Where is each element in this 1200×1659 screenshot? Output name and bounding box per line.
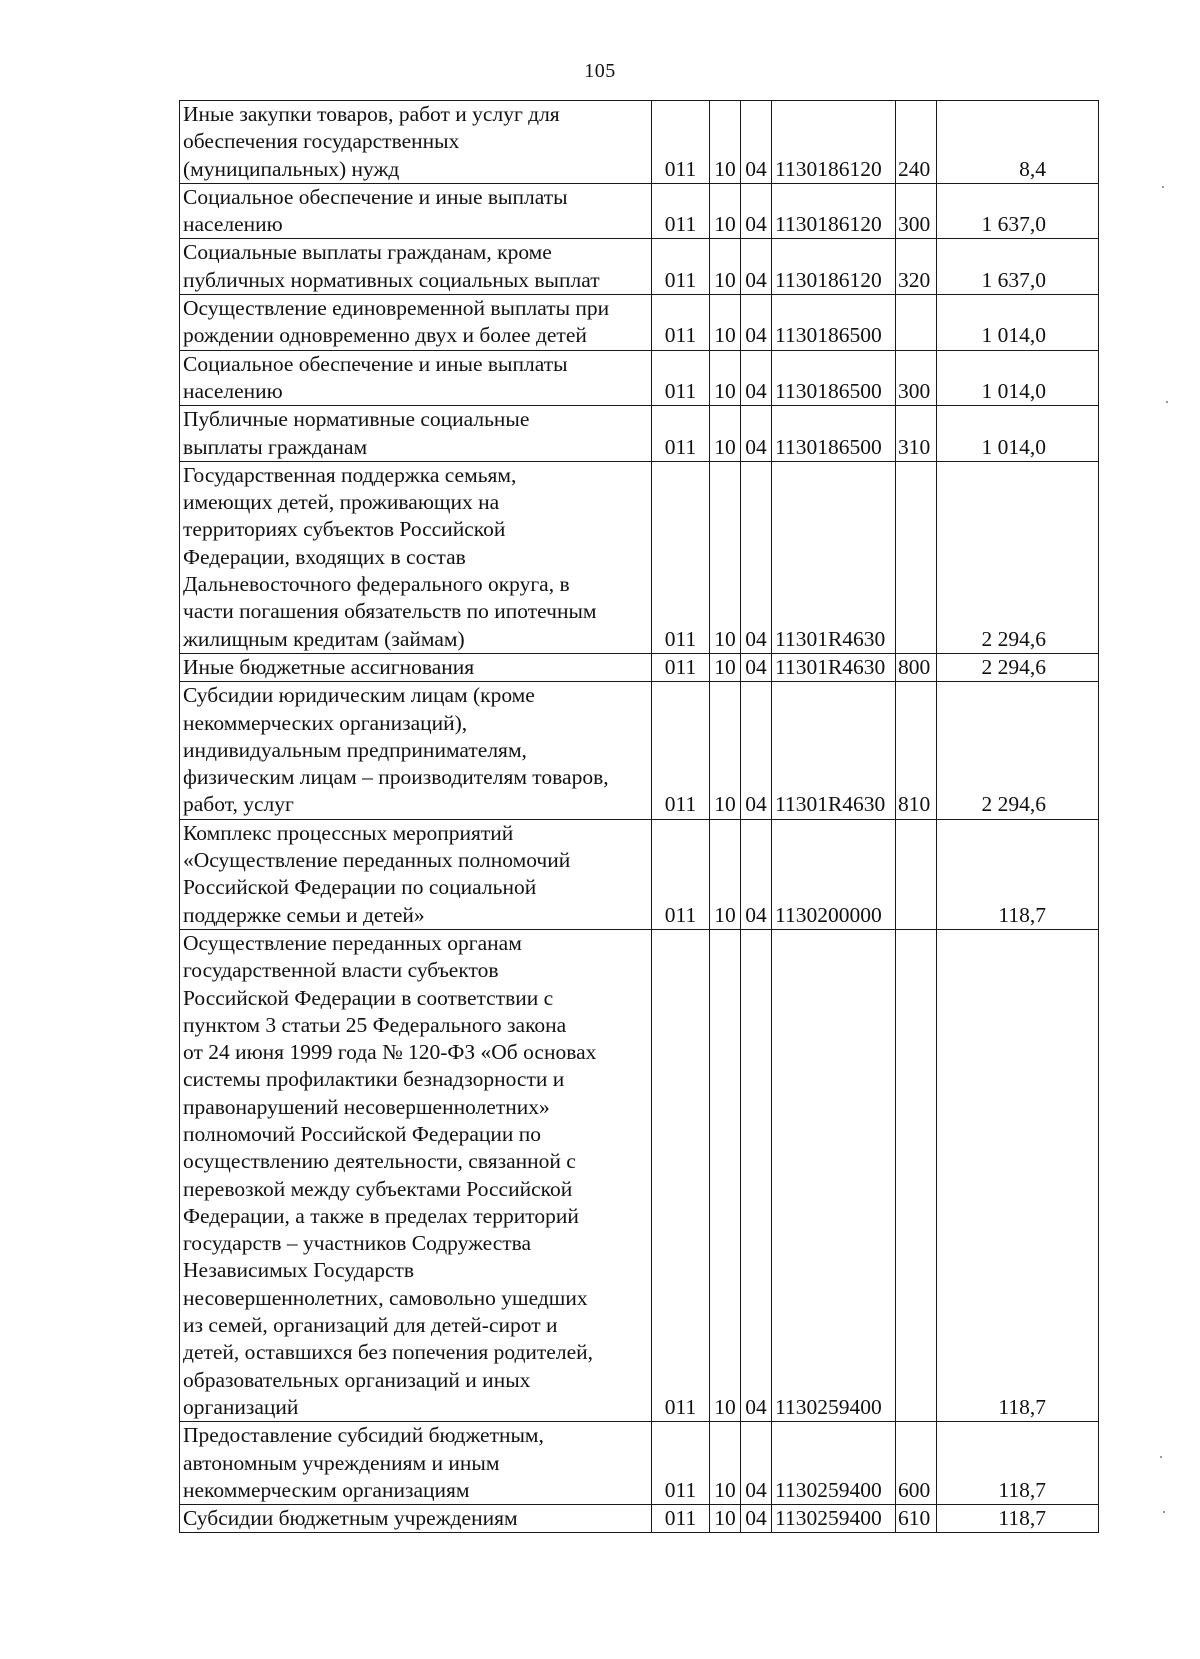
cell-subsection: 04 [741,929,772,1421]
cell-name: Осуществление единовременной выплаты при рождении одновременно двух и более детей [180,295,652,351]
page-number: 105 [584,60,616,82]
cell-subsection: 04 [741,239,772,295]
cell-ministry-code: 011 [652,682,710,819]
cell-name: Социальное обеспечение и иные выплаты населению [180,183,652,239]
cell-expense-type [896,819,937,929]
cell-target-item: 1130186500 [772,295,896,351]
cell-subsection: 04 [741,183,772,239]
cell-amount: 2 294,6 [937,653,1099,681]
budget-table [179,100,1099,1533]
cell-subsection: 04 [741,1422,772,1505]
cell-subsection: 04 [741,682,772,819]
cell-target-item: 1130200000 [772,819,896,929]
cell-section: 10 [710,461,741,653]
cell-expense-type [896,461,937,653]
cell-section: 10 [710,101,741,184]
table-row [180,819,1099,929]
cell-name: Публичные нормативные социальные выплаты гражданам [180,406,652,462]
cell-subsection: 04 [741,461,772,653]
cell-ministry-code: 011 [652,101,710,184]
cell-amount: 1 637,0 [937,183,1099,239]
cell-target-item: 1130186120 [772,239,896,295]
cell-target-item: 11301R4630 [772,682,896,819]
cell-ministry-code: 011 [652,406,710,462]
cell-amount: 1 014,0 [937,406,1099,462]
cell-target-item: 11301R4630 [772,653,896,681]
table-row [180,1422,1099,1505]
table-row [180,1505,1099,1533]
cell-name: Субсидии бюджетным учреждениям [180,1505,652,1533]
cell-section: 10 [710,239,741,295]
cell-ministry-code: 011 [652,929,710,1421]
cell-target-item: 1130186120 [772,183,896,239]
cell-section: 10 [710,350,741,406]
table-row [180,101,1099,184]
table-row [180,653,1099,681]
table-row [180,295,1099,351]
cell-name: Государственная поддержка семьям, имеющих детей, проживающих на территориях субъектов Российской Федерации, входящих в состав Дальневосточного федерального округа, в части погашения обязательств по ипотечным жилищным кредитам (займам) [180,461,652,653]
cell-subsection: 04 [741,406,772,462]
cell-name: Иные бюджетные ассигнования [180,653,652,681]
cell-ministry-code: 011 [652,819,710,929]
cell-expense-type: 810 [896,682,937,819]
cell-expense-type [896,295,937,351]
cell-ministry-code: 011 [652,350,710,406]
cell-subsection: 04 [741,653,772,681]
cell-name: Иные закупки товаров, работ и услуг для обеспечения государственных (муниципальных) нужд [180,101,652,184]
cell-section: 10 [710,1422,741,1505]
cell-target-item: 11301R4630 [772,461,896,653]
scan-speck [1166,401,1168,403]
scan-speck [1163,1511,1165,1513]
cell-subsection: 04 [741,295,772,351]
cell-section: 10 [710,183,741,239]
cell-amount: 2 294,6 [937,461,1099,653]
table-row [180,239,1099,295]
cell-name: Предоставление субсидий бюджетным, автономным учреждениям и иным некоммерческим организациям [180,1422,652,1505]
table-body [180,101,1099,1533]
table-row [180,682,1099,819]
cell-target-item: 1130259400 [772,1422,896,1505]
cell-amount: 118,7 [937,819,1099,929]
cell-subsection: 04 [741,1505,772,1533]
cell-section: 10 [710,929,741,1421]
cell-target-item: 1130186500 [772,350,896,406]
table-row [180,350,1099,406]
cell-amount: 118,7 [937,1422,1099,1505]
scan-speck [1160,1456,1162,1458]
table-row [180,406,1099,462]
cell-amount: 8,4 [937,101,1099,184]
cell-amount: 1 014,0 [937,350,1099,406]
cell-subsection: 04 [741,819,772,929]
cell-expense-type: 310 [896,406,937,462]
cell-section: 10 [710,1505,741,1533]
cell-ministry-code: 011 [652,295,710,351]
cell-target-item: 1130259400 [772,1505,896,1533]
cell-ministry-code: 011 [652,239,710,295]
cell-section: 10 [710,653,741,681]
cell-expense-type: 240 [896,101,937,184]
cell-name: Осуществление переданных органам государственной власти субъектов Российской Федерации в соответствии с пунктом 3 статьи 25 Федерального закона от 24 июня 1999 года № 120-ФЗ «Об основах системы профилактики безнадзорности и правонарушений несовершеннолетних» полномочий Российской Федерации по осуществлению деятельности, связанной с перевозкой между субъектами Российской Федерации, а также в пределах территорий государств – участников Содружества Независимых Государств несовершеннолетних, самовольно ушедших из семей, организаций для детей-сирот и детей, оставшихся без попечения родителей, образовательных организаций и иных организаций [180,929,652,1421]
cell-name: Социальное обеспечение и иные выплаты населению [180,350,652,406]
cell-target-item: 1130186120 [772,101,896,184]
cell-expense-type [896,929,937,1421]
table-row [180,183,1099,239]
cell-name: Комплекс процессных мероприятий «Осуществление переданных полномочий Российской Федерации по социальной поддержке семьи и детей» [180,819,652,929]
cell-ministry-code: 011 [652,653,710,681]
cell-subsection: 04 [741,101,772,184]
cell-ministry-code: 011 [652,1422,710,1505]
table-row [180,929,1099,1421]
cell-expense-type: 800 [896,653,937,681]
cell-section: 10 [710,682,741,819]
cell-target-item: 1130259400 [772,929,896,1421]
scan-speck [1162,186,1164,188]
cell-expense-type: 610 [896,1505,937,1533]
cell-expense-type: 300 [896,183,937,239]
cell-section: 10 [710,819,741,929]
cell-ministry-code: 011 [652,461,710,653]
cell-ministry-code: 011 [652,183,710,239]
cell-ministry-code: 011 [652,1505,710,1533]
cell-expense-type: 320 [896,239,937,295]
cell-target-item: 1130186500 [772,406,896,462]
table-row [180,461,1099,653]
cell-subsection: 04 [741,350,772,406]
cell-amount: 118,7 [937,1505,1099,1533]
cell-amount: 118,7 [937,929,1099,1421]
cell-expense-type: 600 [896,1422,937,1505]
cell-name: Субсидии юридическим лицам (кроме некоммерческих организаций), индивидуальным предпринимателям, физическим лицам – производителям товаров, работ, услуг [180,682,652,819]
cell-amount: 1 014,0 [937,295,1099,351]
cell-section: 10 [710,295,741,351]
cell-amount: 1 637,0 [937,239,1099,295]
cell-amount: 2 294,6 [937,682,1099,819]
cell-name: Социальные выплаты гражданам, кроме публичных нормативных социальных выплат [180,239,652,295]
cell-expense-type: 300 [896,350,937,406]
cell-section: 10 [710,406,741,462]
